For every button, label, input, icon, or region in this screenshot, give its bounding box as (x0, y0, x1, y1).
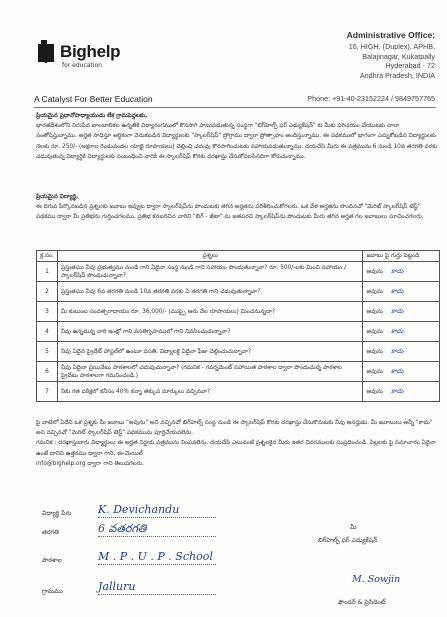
greeting-student: ప్రియమైన విద్యార్థి, (36, 194, 79, 200)
class-label: తరగతి (42, 529, 59, 536)
row-number: 3 (37, 302, 58, 322)
tagline: A Catalyst For Better Education (34, 94, 153, 104)
signoff-org: బిగ్‌హెల్ప్ ఫర్ ఎడ్యుకేషన్ (318, 537, 378, 544)
table-header-row (37, 251, 440, 262)
form-underline (98, 564, 216, 565)
greeting-teacher: ప్రియమైన ప్రధానోపాధ్యాయుడు లేక గ్రామపెద్దలకు, (36, 113, 148, 119)
table-row (37, 362, 440, 382)
address-line: 16, HIGH, (Duplex), APHB, (348, 41, 435, 51)
row-number: 6 (37, 362, 58, 382)
question-text: నీవు ఏదైన ప్రైవేట్ హాస్టల్‌లో ఉంటూ వసతి, విద్యాలకై ఏదైనా ఫీజు చెల్లించుచున్నావా? (57, 342, 362, 362)
handwritten-answer: కాదు (390, 346, 404, 355)
school-value[interactable]: M . P . U . P . School (98, 550, 213, 563)
brand-subtitle: for education (62, 62, 102, 69)
school-label: పాఠశాల (42, 557, 62, 564)
answer-option[interactable]: అవును (366, 368, 383, 375)
signoff-yours: మీ (350, 524, 357, 531)
answer-option[interactable]: అవును (366, 308, 383, 315)
eligibility-table (36, 250, 440, 402)
row-number: 1 (37, 262, 58, 282)
question-text: మీ కుటుంబ సంవత్సరాదాయం రూ. 36,000/- (ముప్పై ఆరు వేల రూపాయలు) మించనున్నదా? (57, 302, 362, 322)
handwritten-answer: కాదు (390, 266, 404, 275)
book-logo-icon (36, 40, 56, 66)
office-address (265, 31, 435, 81)
office-title: Administrative Office: (346, 30, 435, 40)
question-text: నీవు ఉన్నదున్న వారి ఇంట్లో గాని వసతిగృహములో గాని నివసించుచున్నావా? (57, 322, 362, 342)
paragraph-eligibility: పై వాటిలో ఏదేని ఒక ప్రశ్నకు మీ జవాబు "అవును" అని వచ్చినచో బిగ్‌హెల్ప్ సంస్థ నుండి ఈ స్కాలర్‌షిప్ కొరకు దరఖాస్తు చేసుకొనుటకు నీవు అనర్హుడు. మీ జవాబులు అన్నీ "కాదు" అని వచ్చినచో "మెరిట్ స్కాలర్‌షిప్ టెస్ట్" పథకమును పూర్తిచేయవలెను. (36, 420, 433, 437)
handwritten-answer: కాదు (390, 306, 404, 315)
handwritten-answer: కాదు (390, 286, 404, 295)
paragraph-note: గమనిక : దరఖాస్తుదారు విద్యార్థులు ఈ అర్హత నిర్ణయ పత్రమును నింపవలెను. దయచేసి ఎటువంటి ప్రశ్నలకైన మీరు ఇతర వివరములకు సంప్రదించండి. పిల్లలకు పై సమాచారం ఏదైనా ఉంటే దానిని ఉత్తరము ద్వారా గాని, ఈ-మెయిల్ (36, 440, 436, 457)
handwritten-answer: కాదు (390, 386, 404, 395)
letter-closing (36, 418, 438, 469)
signature: M. Sowjin (352, 574, 401, 585)
answer-option[interactable]: అవును (366, 288, 383, 295)
handwritten-answer: కాదు (390, 326, 404, 335)
paragraph-student: ఈ దిగువ పేర్కొనబడిన ప్రశ్నలకు జవాబు ఇవ్వుట ద్వారా స్కాలర్‌షిప్‌ను పొందుటకు తగిన అర్హతను పరిశీలించుకోగలరు. ఒక వేళ అర్హతను పొందినచో "మెరిట్ స్కాలర్‌షిప్ టెస్ట్" పథకము ద్వారా మీ ప్రతిభను గుర్తించగలము. ప్రతిభ కనబరిచిన వారిని "బిగ్ - జీటా" ను జతపరచి స్కాలర్‌షిప్‌ను పొందుటకు మీరు తగిన అర్హత గల జవాబులు సూచించగలరు. (36, 204, 424, 221)
row-number: 2 (37, 282, 58, 302)
letter-student (36, 192, 438, 223)
contact-email: info@bighelp.org ద్వారా గాని తెలుపగలరు. (36, 460, 144, 467)
answer-option[interactable]: అవును (366, 268, 383, 275)
answer-option[interactable]: అవును (366, 388, 383, 395)
table-row (37, 282, 440, 302)
brand-name: Bighelp (60, 42, 121, 61)
phone-number: Phone: +91-40-23152224 / 9849757765 (307, 94, 435, 103)
table-row (37, 382, 440, 402)
col-header-question: ప్రశ్నలు (57, 251, 362, 262)
table-row (37, 302, 440, 322)
paragraph-intro: భారతదేశంలోని నిరుపేద బాలబాలికల ఉన్నతికి విద్యారంగములో కొనసాగి పాటుపడుతున్న సంస్థగా "బిగ్‌హెల్ప్ ఫర్ ఎడ్యుకేషన్" కు మీకు పరిచయం చేయుటకు చాలా సంతోషిస్తున్నాము. అర్హత సాధిస్తూ ఆర్థికంగా వెనుకబడిన విద్యార్థులకు "స్కాలర్‌షిప్" ప్రోగ్రాము ద్వారా ప్రోత్సాహం అందిస్తున్నాము. ఈ పథకములో భాగంగా ఎన్నుకోబడిన విద్యార్థులకు నెలకు రూ. 250/- (అక్షరాల రెండువందల యాభై రూపాయలు) చెల్లించి చదువు కొనసాగించుటకు సహాయపడుతున్నాము. దయచేసి మీరు ఈ పత్రమును 6 నుండి 10వ తరగతి వరకు చదువుతున్న విద్యార్థికి విద్యార్థులకు సంబంధించి వారికి ఈ స్కాలర్‌షిప్ కొరకు దరఖాస్తు చేసుకోవలసినదిగా కోరుచున్నాము. (36, 123, 438, 160)
table-row (37, 262, 440, 282)
letter-intro (36, 111, 438, 162)
question-text: ప్రస్తుతము నీవు 6వ తరగతి నుండి 10వ తరగతి వరకు ఏ తరగతి గాని చదువుతున్నావా? (57, 282, 362, 302)
row-number: 4 (37, 322, 58, 342)
question-text: ప్రస్తుతము నీవు ప్రభుత్వము నుండి గాని ఏదైనా సంస్థ నుండి గాని సహాయం పొందుతున్నావా? రూ. 500/-లకు మించి సహాయం / స్కాలర్‌షిప్ పొందుచున్నావా? (57, 262, 362, 282)
header-divider (34, 107, 436, 108)
signoff-title: ఫౌండర్ & ప్రెసిడెంట్ (338, 599, 386, 606)
village-value[interactable]: Jalluru (98, 580, 136, 593)
student-name-label: విద్యార్థి పేరు (42, 510, 72, 517)
village-label: గ్రామము (42, 588, 63, 595)
handwritten-answer: కాదు (390, 366, 404, 375)
address-line: Balajinagar, Kukatpally (362, 51, 435, 61)
table-row (37, 322, 440, 342)
form-underline (98, 517, 216, 518)
answer-option[interactable]: అవును (366, 328, 383, 335)
row-number: 5 (37, 342, 58, 362)
class-value[interactable]: 6 వతరగతి (98, 522, 147, 535)
table-row (37, 342, 440, 362)
row-number: 7 (37, 382, 58, 402)
question-text: నీకు గత పరీక్షలో కనీసం 40% కన్నా తక్కువ మార్కులు వచ్చినవా? (57, 382, 362, 402)
form-underline (98, 536, 216, 537)
col-header-answer: జవాబు పై గుర్తు పెట్టండి (363, 251, 440, 262)
form-underline (98, 594, 216, 595)
address-line: Hyderabad - 72 (385, 61, 435, 71)
col-header-no: క్ర.సం. (37, 251, 58, 262)
answer-option[interactable]: అవును (366, 348, 383, 355)
question-text: నీవు ఏదైనా ప్రయివేటు పాఠశాలలో చదువుచున్నావా? (గమనిక - గవర్నమెంట్ సహాయిత పాఠశాల ద్వారా పొందుచున్న పాఠశాల ప్రైవేటు పాఠశాలగా గమనించండి.) (57, 362, 362, 382)
student-name-value[interactable]: K. Devichandu (98, 503, 180, 516)
address-line: Andhra Pradesh, INDIA (359, 71, 435, 81)
